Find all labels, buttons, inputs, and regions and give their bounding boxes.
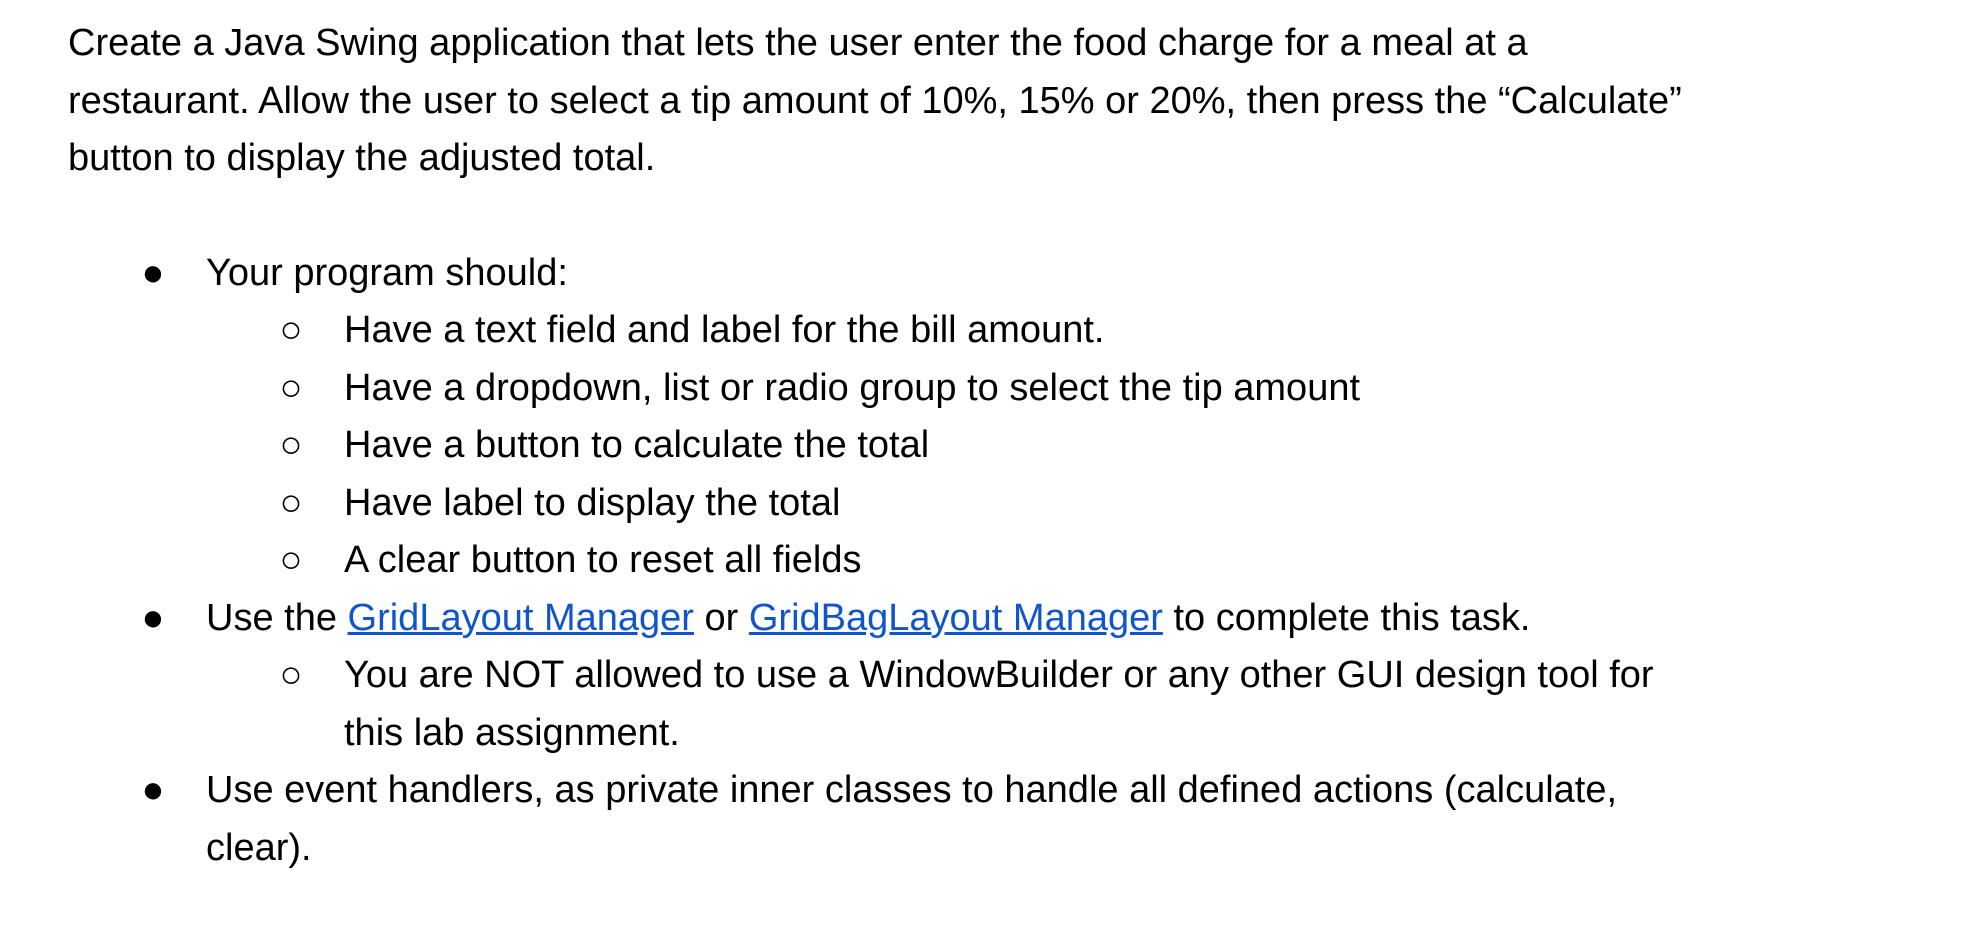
sub-item-text: Have a text field and label for the bill amount.	[344, 309, 1105, 351]
event-handlers-line-2: clear).	[206, 826, 312, 869]
no-gui-tool-line-2: this lab assignment.	[344, 711, 680, 754]
sub-item-text: Have a button to calculate the total	[344, 424, 930, 466]
gridlayout-manager-link[interactable]: GridLayout Manager	[347, 596, 694, 639]
list-item	[206, 532, 1948, 590]
intro-line-2: restaurant. Allow the user to select a tip amount of 10%, 15% or 20%, then press the “Calculate”	[68, 79, 1682, 122]
sub-item-text: A clear button to reset all fields	[344, 539, 862, 581]
sub-item-text: Have label to display the total	[344, 481, 841, 524]
list-item-layout-manager	[68, 590, 1948, 763]
program-requirements-sublist	[206, 302, 1948, 590]
list-item-program-should	[68, 245, 1948, 590]
list-item	[206, 302, 1948, 360]
no-gui-tool-line-1: You are NOT allowed to use a WindowBuilder or any other GUI design tool for	[344, 654, 1654, 696]
filled-bullet-icon: ●	[141, 596, 165, 639]
hollow-bullet-icon: ○	[279, 481, 303, 524]
layout-sublist	[206, 647, 1948, 762]
hollow-bullet-icon: ○	[279, 654, 303, 696]
requirements-list	[68, 245, 1948, 878]
filled-bullet-icon: ●	[141, 769, 165, 811]
intro-paragraph	[68, 15, 1898, 188]
layout-middle-text: or	[693, 596, 749, 639]
hollow-bullet-icon: ○	[279, 424, 303, 466]
hollow-bullet-icon: ○	[279, 366, 303, 409]
hollow-bullet-icon: ○	[279, 539, 303, 581]
paragraph-spacer	[68, 188, 1948, 245]
list-item-event-handlers	[68, 762, 1948, 877]
hollow-bullet-icon: ○	[279, 309, 303, 351]
list-item	[206, 417, 1948, 475]
list-item	[206, 647, 1948, 762]
intro-line-3: button to display the adjusted total.	[68, 137, 656, 179]
list-item	[206, 360, 1948, 418]
gridbaglayout-manager-link[interactable]: GridBagLayout Manager	[748, 596, 1163, 639]
program-should-text: Your program should:	[206, 251, 568, 294]
layout-suffix-text: to complete this task.	[1162, 596, 1531, 639]
filled-bullet-icon: ●	[141, 251, 165, 294]
layout-prefix-text: Use the	[206, 596, 348, 639]
intro-line-1: Create a Java Swing application that lets the user enter the food charge for a meal at a	[68, 22, 1528, 64]
event-handlers-line-1: Use event handlers, as private inner classes to handle all defined actions (calculate,	[206, 769, 1618, 811]
sub-item-text: Have a dropdown, list or radio group to select the tip amount	[344, 366, 1361, 409]
list-item	[206, 475, 1948, 533]
document-body	[68, 15, 1948, 877]
